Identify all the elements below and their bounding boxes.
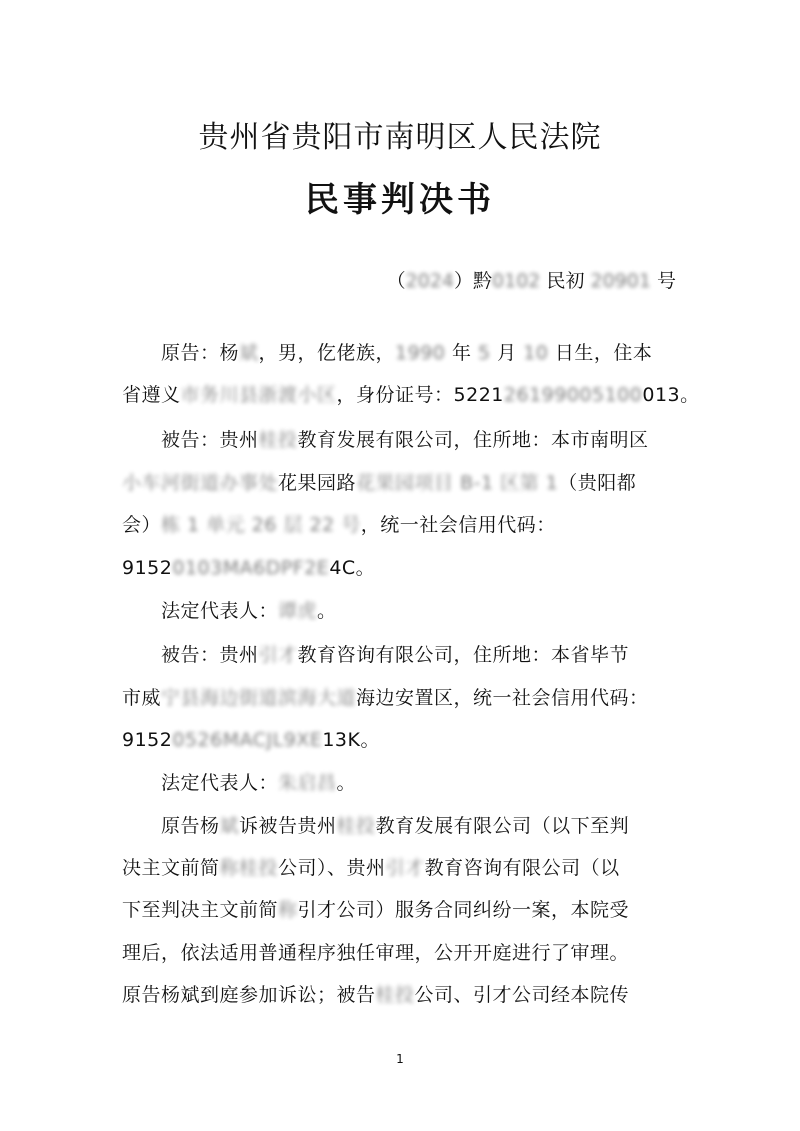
line-text: 9152 [122,557,173,579]
case-number-part: ）黔 [454,270,493,292]
line-text: 教育发展有限公司（以下至判 [375,815,630,837]
line-text: 13K。 [322,729,380,751]
line-text: ，身份证号：5221 [336,384,504,406]
line-text: 被告：贵州 [122,429,259,451]
line-text: 花果园路 [278,472,357,494]
line-text: 海边安置区，统一社会信用代码： [356,687,649,709]
line-text: 被告：贵州 [122,644,259,666]
line-text: 会） [122,514,162,536]
line-text: 省遵义 [122,384,181,406]
redacted-text: 斌 [239,342,259,364]
redacted-text: 2024 [405,270,455,292]
text-line [122,468,636,495]
line-text: 公司）服务合同纠纷一案，本院受 [336,899,630,921]
line-text: 法定代表人： [122,600,279,622]
redacted-text: 5 [478,342,491,364]
text-line [122,725,380,752]
line-text: 4C。 [329,557,376,579]
line-text: 9152 [122,729,173,751]
line-text: 公司）、贵州 [278,857,386,879]
line-text: 原告杨 [122,815,220,837]
line-text: 法定代表人： [122,772,279,794]
redacted-text: 0526MACJL9XE [172,729,323,751]
line-text: ，男，仡佬族， [258,342,396,364]
case-number-part: 号 [650,270,676,292]
line-text: 日生，住本 [548,342,653,364]
line-text: 市威 [122,687,162,709]
line-text: 理后，依法适用普通程序独任审理，公开开庭进行了审理。 [122,942,630,964]
line-text: （贵阳都 [558,472,637,494]
page-number: 1 [396,1052,404,1066]
redacted-text: 称桂投 [219,857,279,879]
line-text: 教育咨询有限公司，住所地：本省毕节 [297,644,630,666]
redacted-text: 谭虎 [278,600,318,622]
redacted-text: 朱启昌 [278,772,337,794]
redacted-text: 引才 [258,644,298,666]
line-text: 年 [445,342,478,364]
redacted-text: 宁县海边街道滨海大道 [161,687,357,709]
text-line [122,811,629,838]
redacted-text: 栋 1 单元 26 层 22 号 [161,514,361,536]
text-line [122,553,375,580]
text-line [122,895,629,922]
text-line [122,380,700,407]
case-number-part: 民初 [540,270,591,292]
text-line [122,510,556,537]
line-text: 决主文前简 [122,857,220,879]
text-line [122,768,356,795]
redacted-text: 花果园项目 B-1 区第 1 [356,472,559,494]
text-line [122,425,649,452]
line-text: 下至判决主文前简 [122,899,279,921]
line-text: 。 [336,772,357,794]
line-text: 原告杨斌到庭参加诉讼；被告 [122,984,376,1006]
court-name: 贵州省贵阳市南明区人民法院 [198,120,602,155]
redacted-text: 0103MA6DPF2E [172,557,330,579]
line-text: 公司、引才公司经本院传 [414,984,630,1006]
line-text: 教育咨询有限公司（以 [424,857,620,879]
redacted-text: 26199005100 [503,384,643,406]
redacted-text: 斌 [219,815,240,837]
text-line [122,980,629,1007]
case-number-part: （ [386,270,406,292]
document-title: 民事判决书 [305,180,495,220]
line-text: 月 [490,342,524,364]
line-text: 诉被告贵州 [239,815,337,837]
redacted-text: 引才 [385,857,425,879]
redacted-text: 桂投 [375,984,415,1006]
redacted-text: 桂投 [336,815,376,837]
case-number [387,266,676,293]
redacted-text: 10 [523,342,549,364]
line-text: 013。 [642,384,700,406]
redacted-text: 小车河街道办事处 [122,472,279,494]
redacted-text: 桂投 [258,429,298,451]
redacted-text: 1990 [395,342,446,364]
text-line [122,938,629,965]
redacted-text: 称 [278,899,298,921]
redacted-text: 0102 [492,270,541,292]
line-text: 引才 [297,899,337,921]
text-line [122,338,652,365]
redacted-text: 市务川县浙渡小区 [180,384,337,406]
text-line [122,640,629,667]
redacted-text: 20901 [590,270,651,292]
text-line [122,596,337,623]
line-text: ，统一社会信用代码： [360,514,556,536]
line-text: 原告：杨 [122,342,240,364]
line-text: 教育发展有限公司，住所地：本市南明区 [297,429,649,451]
text-line [122,683,649,710]
text-line [122,853,620,880]
line-text: 。 [317,600,337,622]
